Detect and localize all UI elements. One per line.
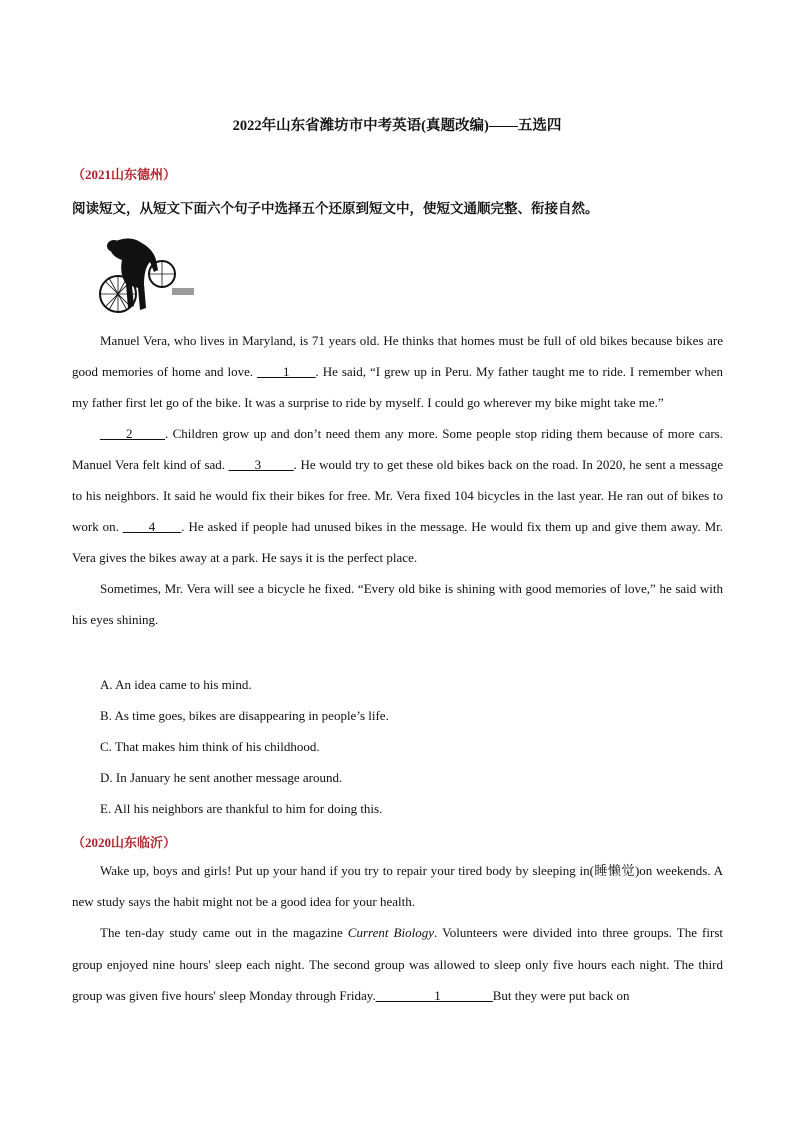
text-run: . Children grow up and don’t need them any more. Some people stop riding them because of more cars. Manuel Vera felt kind of sad. (72, 426, 723, 472)
passage-1-paragraph-2 (72, 418, 723, 573)
magazine-title: Current Biology (347, 925, 434, 941)
text-run: The ten-day study came out in the magazine (100, 925, 348, 941)
passage-1 (72, 325, 723, 635)
option-c: C. That makes him think of his childhood. (100, 739, 320, 754)
options-list (100, 669, 389, 824)
blank-3[interactable]: ____3_____ (228, 457, 294, 472)
text-run: But they were put back on (492, 987, 630, 1003)
passage-1-paragraph-3: Sometimes, Mr. Vera will see a bicycle he fixed. “Every old bike is shining with good memories of love,” he said with his eyes shining. (72, 581, 723, 627)
passage-2 (72, 855, 723, 1011)
option-b: B. As time goes, bikes are disappearing in people’s life. (100, 708, 389, 723)
blank-1[interactable]: ____1____ (257, 364, 316, 379)
passage-2-paragraph-2 (72, 917, 723, 1011)
blank-2[interactable]: ____2_____ (100, 426, 165, 441)
source-label-dezhou: （2021山东德州） (72, 167, 177, 182)
passage-1-paragraph-1 (72, 325, 723, 418)
cyclist-illustration (98, 234, 196, 320)
text-run: . He said, “I grew up in Peru. My father taught me to ride. I remember when my father first let go of the bike. It was a surprise to ride by myself. I could go wherever my bike might take me.” (72, 364, 723, 410)
option-e: E. All his neighbors are thankful to him for doing this. (100, 801, 383, 816)
source-label-linyi: （2020山东临沂） (72, 835, 177, 850)
option-d: D. In January he sent another message around. (100, 770, 343, 785)
blank-4[interactable]: ____4____ (122, 519, 182, 534)
text-run: . He asked if people had unused bikes in the message. He would fix them up and give them away. Mr. Vera gives the bikes away at a park. He says it is the perfect place. (72, 519, 723, 565)
blank-2-1[interactable]: _________1________ (375, 987, 493, 1003)
page-title: 2022年山东省潍坊市中考英语(真题改编)——五选四 (232, 118, 562, 134)
text-run: . He would try to get these old bikes back on the road. In 2020, he sent a message to his neighbors. It said he would fix their bikes for free. Mr. Vera fixed 104 bicycles in the last year. He ran out of bikes to work on. (72, 457, 723, 534)
passage-2-paragraph-1: Wake up, boys and girls! Put up your hand if you try to repair your tired body by sleeping in(睡懒觉)on weekends. A new study says the habit might not be a good idea for your health. (72, 863, 723, 910)
instruction-text: 阅读短文，从短文下面六个句子中选择五个还原到短文中，使短文通顺完整、衔接自然。 (72, 201, 599, 216)
text-run: . Volunteers were divided into three groups. The first group enjoyed nine hours' sleep each night. The second group was allowed to sleep only five hours each night. The third group was given five hours' sleep Monday through Friday. (72, 925, 723, 1003)
option-a: A. An idea came to his mind. (100, 677, 252, 692)
text-run: Manuel Vera, who lives in Maryland, is 71 years old. He thinks that homes must be full of old bikes because bikes are good memories of home and love. (72, 333, 723, 379)
